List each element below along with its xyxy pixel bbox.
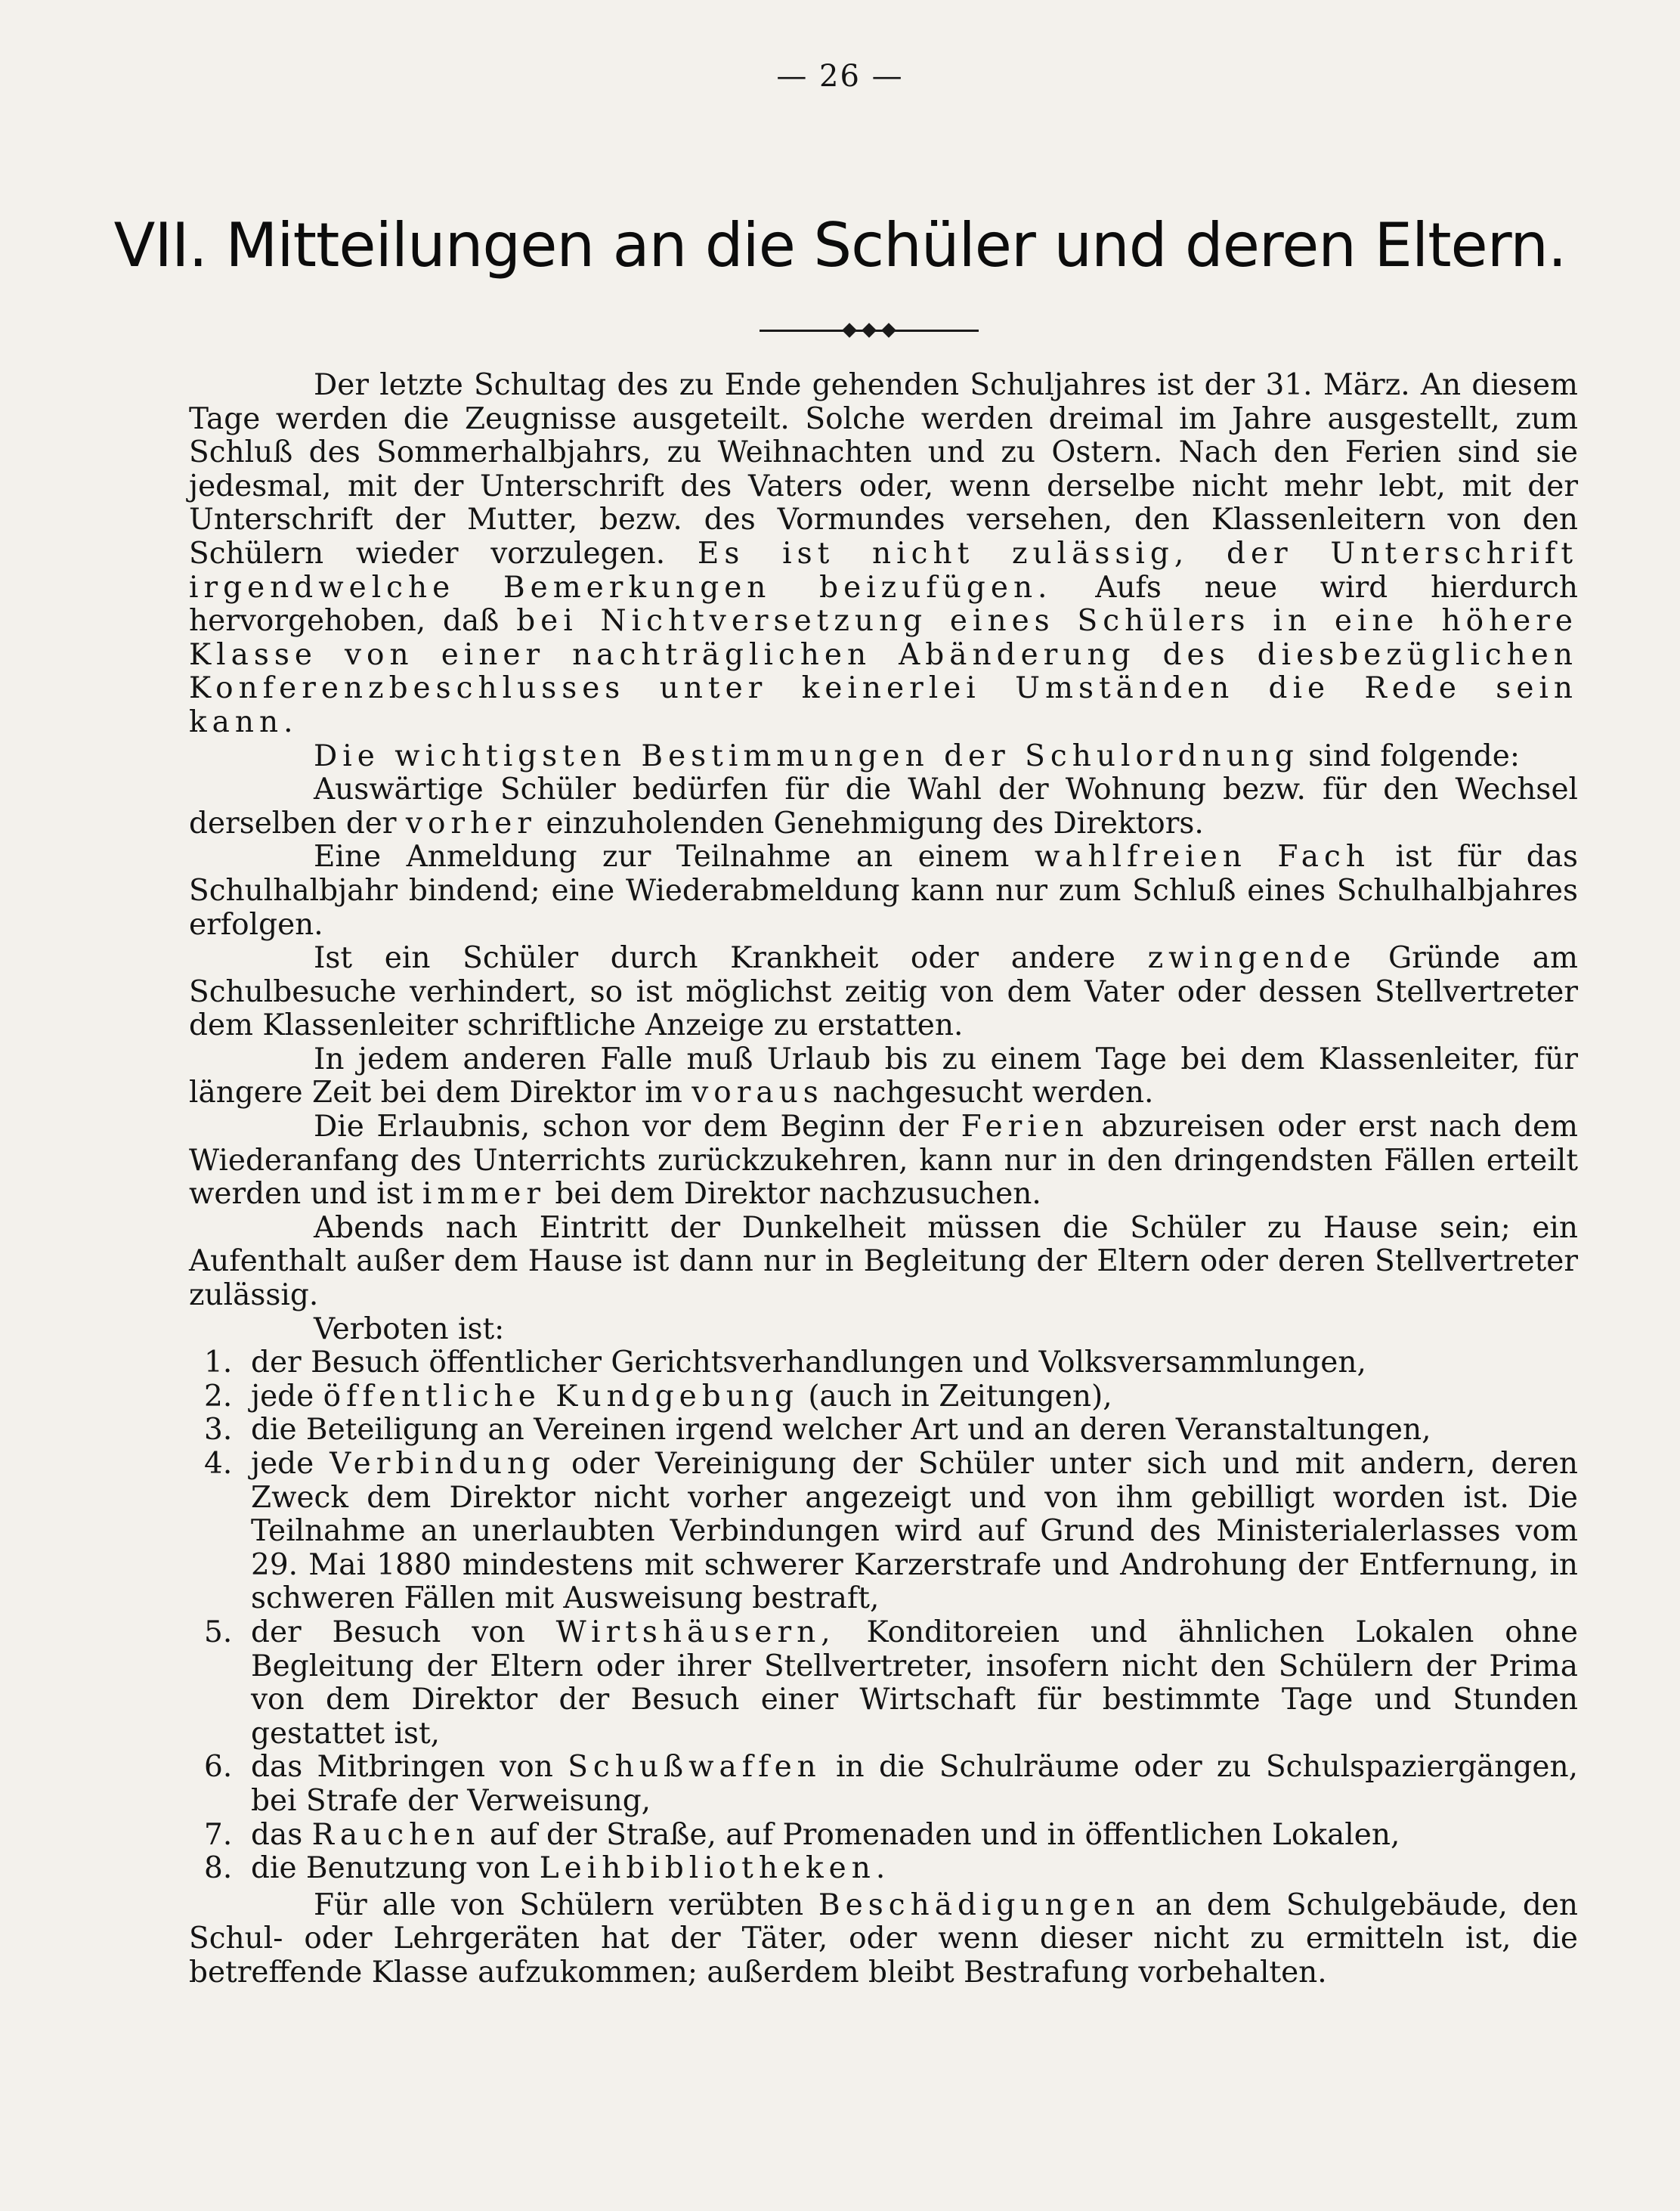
- emphasis-text: bei Nichtversetzung eines Schülers in eine höhere Klasse von einer nachträglichen Abänderung des diesbezüglichen Konferenzbeschlusses unter keinerlei Umständen die Rede sein kann.: [189, 604, 1578, 739]
- emphasis-text: wahlfreien Fach: [1034, 840, 1371, 875]
- list-item-number: 1.: [204, 1345, 233, 1380]
- emphasis-text: immer: [422, 1177, 546, 1212]
- emphasis-text: Es ist nicht zulässig, der Unterschrift irgendwelche Bemerkungen beizufügen.: [189, 536, 1578, 605]
- emphasis-text: Ferien: [961, 1110, 1089, 1144]
- emphasis-text: Schußwaffen: [568, 1750, 821, 1785]
- list-item: 5. der Besuch von Wirtshäusern, Konditoreien und ähnlichen Lokalen ohne Begleitung der Eltern oder ihrer Stellvertreter, insofern nicht den Schülern der Prima von dem Direktor der Besuch einer Wirtschaft für bestimmte Tage und Stunden gestattet ist,: [204, 1615, 1578, 1751]
- paragraph-damages: Für alle von Schülern verübten Beschädigungen an dem Schulgebäude, den Schul- oder Lehrgeräten hat der Täter, oder wenn dieser nicht zu ermitteln ist, die betreffende Klasse aufzukommen; außerdem bleibt Bestrafung vorbehalten.: [189, 1887, 1578, 1990]
- paragraph-evening-curfew: Abends nach Eintritt der Dunkelheit müssen die Schüler zu Hause sein; ein Aufenthalt außer dem Hause ist dann nur in Begleitung der Eltern oder deren Stellvertreter zulässig.: [189, 1210, 1578, 1313]
- paragraph-lodging: Auswärtige Schüler bedürfen für die Wahl der Wohnung bezw. für den Wechsel derselben der vorher einzuholenden Genehmigung des Direktors.: [189, 773, 1578, 841]
- list-item-number: 2.: [204, 1379, 233, 1414]
- list-item: 6. das Mitbringen von Schußwaffen in die Schulräume oder zu Schulspaziergängen, bei Strafe der Verweisung,: [204, 1750, 1578, 1818]
- list-item-number: 5.: [204, 1615, 233, 1649]
- paragraph-holidays: Die Erlaubnis, schon vor dem Beginn der Ferien abzureisen oder erst nach dem Wiederanfang des Unterrichts zurückzukehren, kann nur in den dringendsten Fällen erteilt werden und ist immer bei dem Direktor nachzusuchen.: [189, 1110, 1578, 1212]
- body-text: [189, 369, 1578, 1990]
- emphasis-text: Beschädigungen: [818, 1887, 1140, 1922]
- title-divider-ornament: [760, 325, 979, 336]
- list-item: 4. jede Verbindung oder Vereinigung der Schüler unter sich und mit andern, deren Zweck dem Direktor nicht vorher angezeigt und von ihm gebilligt worden ist. Die Teilnahme an unerlaubten Verbindungen wird auf Grund des Ministerialerlasses vom 29. Mai 1880 mindestens mit schwerer Karzerstrafe und Androhung der Entfernung, in schweren Fällen mit Ausweisung bestraft,: [204, 1447, 1578, 1616]
- emphasis-text: zwingende: [1147, 941, 1357, 976]
- page-number: — 26 —: [776, 59, 904, 94]
- paragraph-school-rules-intro: Die wichtigsten Bestimmungen der Schulordnung sind folgende:: [314, 739, 1520, 773]
- list-item: 1. der Besuch öffentlicher Gerichtsverhandlungen und Volksversammlungen,: [204, 1345, 1366, 1380]
- paragraph-elective-subject: Eine Anmeldung zur Teilnahme an einem wahlfreien Fach ist für das Schulhalbjahr bindend; eine Wiederabmeldung kann nur zum Schluß eines Schulhalbjahres erfolgen.: [189, 840, 1578, 942]
- list-item: 3. die Beteiligung an Vereinen irgend welcher Art und an deren Veranstaltungen,: [204, 1413, 1431, 1448]
- list-item-number: 7.: [204, 1817, 233, 1852]
- list-item: 7. das Rauchen auf der Straße, auf Promenaden und in öffentlichen Lokalen,: [204, 1817, 1400, 1852]
- prohibited-heading: Verboten ist:: [314, 1311, 505, 1346]
- list-item: 2. jede öffentliche Kundgebung (auch in Zeitungen),: [204, 1379, 1112, 1414]
- emphasis-text: öffentliche Kundgebung: [323, 1379, 799, 1414]
- prohibitions-list: [189, 1346, 1578, 1886]
- paragraph-leave: In jedem anderen Falle muß Urlaub bis zu einem Tage bei dem Klassenleiter, für längere Zeit bei dem Direktor im voraus nachgesucht werden.: [189, 1042, 1578, 1110]
- paragraph-illness: Ist ein Schüler durch Krankheit oder andere zwingende Gründe am Schulbesuche verhindert, so ist möglichst zeitig von dem Vater oder dessen Stellvertreter dem Klassenleiter schriftliche Anzeige zu erstatten.: [189, 941, 1578, 1043]
- emphasis-text: voraus: [691, 1076, 824, 1110]
- emphasis-text: Leihbibliotheken.: [539, 1851, 891, 1886]
- list-item-number: 8.: [204, 1851, 233, 1886]
- emphasis-text: Rauchen: [311, 1817, 481, 1852]
- list-item: 8. die Benutzung von Leihbibliotheken.: [204, 1851, 891, 1886]
- list-item-number: 3.: [204, 1413, 233, 1448]
- emphasis-text: Wirtshäusern,: [555, 1615, 836, 1649]
- emphasis-text: vorher: [405, 806, 537, 841]
- list-item-number: 6.: [204, 1750, 233, 1785]
- emphasis-text: Verbindung: [330, 1447, 556, 1481]
- list-item-number: 4.: [204, 1447, 233, 1481]
- paragraph-report-cards: Der letzte Schultag des zu Ende gehenden Schuljahres ist der 31. März. An diesem Tage werden die Zeugnisse ausgeteilt. Solche werden dreimal im Jahre ausgestellt, zum Schluß des Sommerhalbjahrs, zu Weihnachten und zu Ostern. Nach den Ferien sind sie jedesmal, mit der Unterschrift des Vaters oder, wenn derselbe nicht mehr lebt, mit der Unterschrift der Mutter, bezw. des Vormundes versehen, den Klassenleitern von den Schülern wieder vorzulegen. Es ist nicht zulässig, der Unterschrift irgendwelche Bemerkungen beizufügen. Aufs neue wird hierdurch hervorgehoben, daß bei Nichtversetzung eines Schülers in eine höhere Klasse von einer nachträglichen Abänderung des diesbezüglichen Konferenzbeschlusses unter keinerlei Umständen die Rede sein kann.: [189, 368, 1578, 739]
- emphasis-text: Die wichtigsten Bestimmungen der Schulordnung: [314, 739, 1299, 773]
- chapter-title: VII. Mitteilungen an die Schüler und deren Eltern.: [113, 210, 1567, 280]
